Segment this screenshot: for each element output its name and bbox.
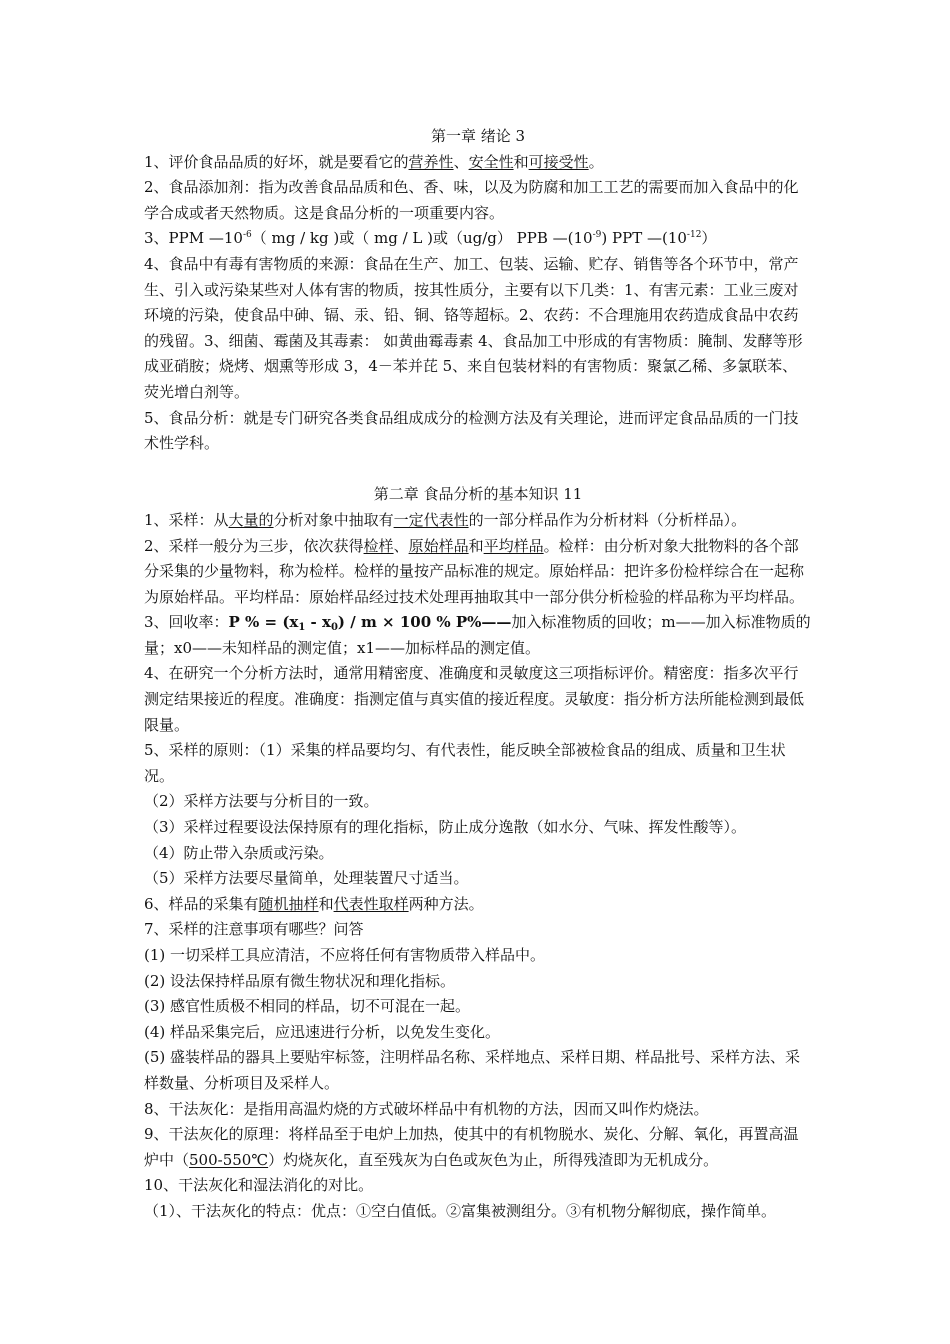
ch2-item-5-sub-5: （5）采样方法要尽量简单，处理装置尺寸适当。 (144, 869, 469, 888)
formula (228, 613, 512, 634)
text: 、 (393, 536, 409, 555)
subscript: 0 (330, 622, 338, 634)
text: ）灼烧灰化，直至残灰为白色或灰色为止，所得残渣即为无机成分。 (268, 1150, 719, 1169)
ch1-item-4: 4、食品中有毒有害物质的来源：食品在生产、加工、包装、运输、贮存、销售等各个环节中，常产生、引入或污染某些对人体有害的物质，按其性质分，主要有以下几类：1、有害元素：工业三废对环境的污染，使食品中砷、镉、汞、铅、铜、铬等超标。2、农药：不合理施用农药造成食品中农药的残留。3、细菌、霉菌及其毒素： 如黄曲霉毒素 4、食品加工中形成的有害物质：腌制、发酵等形成亚硝胺；烧烤、烟熏等形成 3，4－苯并芘 5、来自包装材料的有害物质：聚氯乙稀、多氯联苯、荧光增白剂等。 (144, 254, 803, 401)
text: 。检样：由分析对象大批物料的各个部分采集的少量物料，称为检样。检样的量按产品标准的规定。原始样品：把许多份检样综合在一起称为原始样品。平均样品：原始样品经过技术处理再抽取其中一部分供分析检验的样品称为平均样品。 (144, 536, 805, 606)
text: 2、采样一般分为三步，依次获得 (144, 536, 364, 555)
exponent: -9 (592, 230, 602, 241)
ch2-item-5-sub-3: （3）采样过程要设法保持原有的理化指标，防止成分逸散（如水分、气味、挥发性酸等）。 (144, 818, 747, 837)
underlined-term: 代表性取样 (333, 894, 409, 913)
text: 的一部分样品作为分析材料（分析样品）。 (468, 510, 747, 529)
underlined-term: 随机抽样 (258, 894, 319, 913)
text: 、 (453, 152, 469, 171)
subscript: 1 (298, 622, 306, 634)
formula-part: - x (305, 613, 331, 632)
text: 两种方法。 (408, 894, 484, 913)
text: ） (701, 229, 717, 248)
text: （ mg / kg )或（ mg / L )或（ug/g） PPB —(10 (251, 229, 593, 248)
underlined-term: 平均样品 (483, 536, 544, 555)
text: 和 (513, 152, 529, 171)
ch1-item-2: 2、食品添加剂：指为改善食品品质和色、香、味，以及为防腐和加工工艺的需要而加入食品中的化学合成或者天然物质。这是食品分析的一项重要内容。 (144, 178, 799, 222)
underlined-term: 安全性 (468, 152, 514, 171)
underlined-term: 500-550℃ (189, 1150, 269, 1169)
chapter-1-title: 第一章 绪论 3 (430, 127, 526, 145)
text: 分析对象中抽取有 (273, 510, 394, 529)
ch2-item-5-sub-2: （2）采样方法要与分析目的一致。 (144, 792, 379, 811)
ch2-item-3 (144, 610, 812, 661)
text: 3、PPM —10 (144, 229, 243, 248)
text: ) PPT —(10 (601, 229, 687, 248)
underlined-term: 营养性 (408, 152, 454, 171)
exponent: -6 (242, 230, 252, 241)
ch2-item-7-sub-3: (3) 感官性质极不相同的样品，切不可混在一起。 (144, 997, 471, 1016)
ch2-item-7-sub-2: (2) 设法保持样品原有微生物状况和理化指标。 (144, 971, 456, 990)
section-gap (144, 457, 812, 483)
ch2-item-2 (144, 534, 812, 611)
ch1-item-1 (144, 150, 812, 176)
formula-part: P % = (x (228, 613, 299, 632)
exponent: -12 (686, 230, 702, 241)
ch2-item-10-sub-1: （1）、干法灰化的特点：优点：①空白值低。②富集被测组分。③有机物分解彻底，操作简单。 (144, 1201, 777, 1220)
chapter-2-title: 第二章 食品分析的基本知识 11 (373, 485, 583, 504)
text: 。 (588, 152, 604, 171)
underlined-term: 大量的 (228, 510, 274, 529)
ch2-item-1 (144, 508, 812, 534)
ch2-item-9 (144, 1122, 812, 1173)
ch1-item-3 (144, 226, 812, 252)
ch2-item-5-sub-4: （4）防止带入杂质或污染。 (144, 843, 334, 862)
ch2-item-4: 4、在研究一个分析方法时，通常用精密度、准确度和灵敏度这三项指标评价。精密度：指多次平行测定结果接近的程度。准确度：指测定值与真实值的接近程度。灵敏度：指分析方法所能检测到最低限量。 (144, 664, 805, 734)
text: 9、干法灰化的原理：将样品至于电炉上加热，使其中的有机物脱水、炭化、分解、氧化，再置高温炉中（ (144, 1125, 799, 1169)
formula-part: ) / m × 100 % P%—— (337, 613, 512, 632)
text: 1、采样：从 (144, 510, 229, 529)
ch2-item-7-sub-4: (4) 样品采集完后，应迅速进行分析，以免发生变化。 (144, 1022, 501, 1041)
document-body (144, 124, 812, 1225)
ch2-item-8: 8、干法灰化：是指用高温灼烧的方式破坏样品中有机物的方法，因而又叫作灼烧法。 (144, 1099, 709, 1118)
ch2-item-10: 10、干法灰化和湿法消化的对比。 (144, 1176, 374, 1195)
ch2-item-6 (144, 892, 812, 918)
underlined-term: 原始样品 (408, 536, 469, 555)
ch2-item-7: 7、采样的注意事项有哪些？问答 (144, 920, 364, 939)
ch1-item-5: 5、食品分析：就是专门研究各类食品组成成分的检测方法及有关理论，进而评定食品品质的一门技术性学科。 (144, 408, 799, 453)
underlined-term: 检样 (363, 536, 394, 555)
ch2-item-7-sub-1: (1) 一切采样工具应清洁，不应将任何有害物质带入样品中。 (144, 946, 546, 964)
underlined-term: 一定代表性 (393, 510, 469, 529)
text: 加入标准物质的回收；m——加入标准物质的量；x0——未知样品的测定值；x1——加标样品的测定值。 (144, 613, 811, 657)
underlined-term: 可接受性 (528, 152, 589, 171)
text: 和 (318, 894, 334, 913)
text: 3、回收率： (144, 613, 229, 632)
text: 6、样品的采集有 (144, 894, 259, 913)
text: 和 (468, 536, 484, 555)
text: 1、评价食品品质的好坏，就是要看它的 (144, 152, 409, 171)
ch2-item-5: 5、采样的原则：（1）采集的样品要均匀、有代表性，能反映全部被检食品的组成、质量和卫生状况。 (144, 741, 786, 785)
ch2-item-7-sub-5: (5) 盛装样品的器具上要贴牢标签，注明样品名称、采样地点、采样日期、样品批号、采样方法、采样数量、分析项目及采样人。 (144, 1048, 801, 1092)
